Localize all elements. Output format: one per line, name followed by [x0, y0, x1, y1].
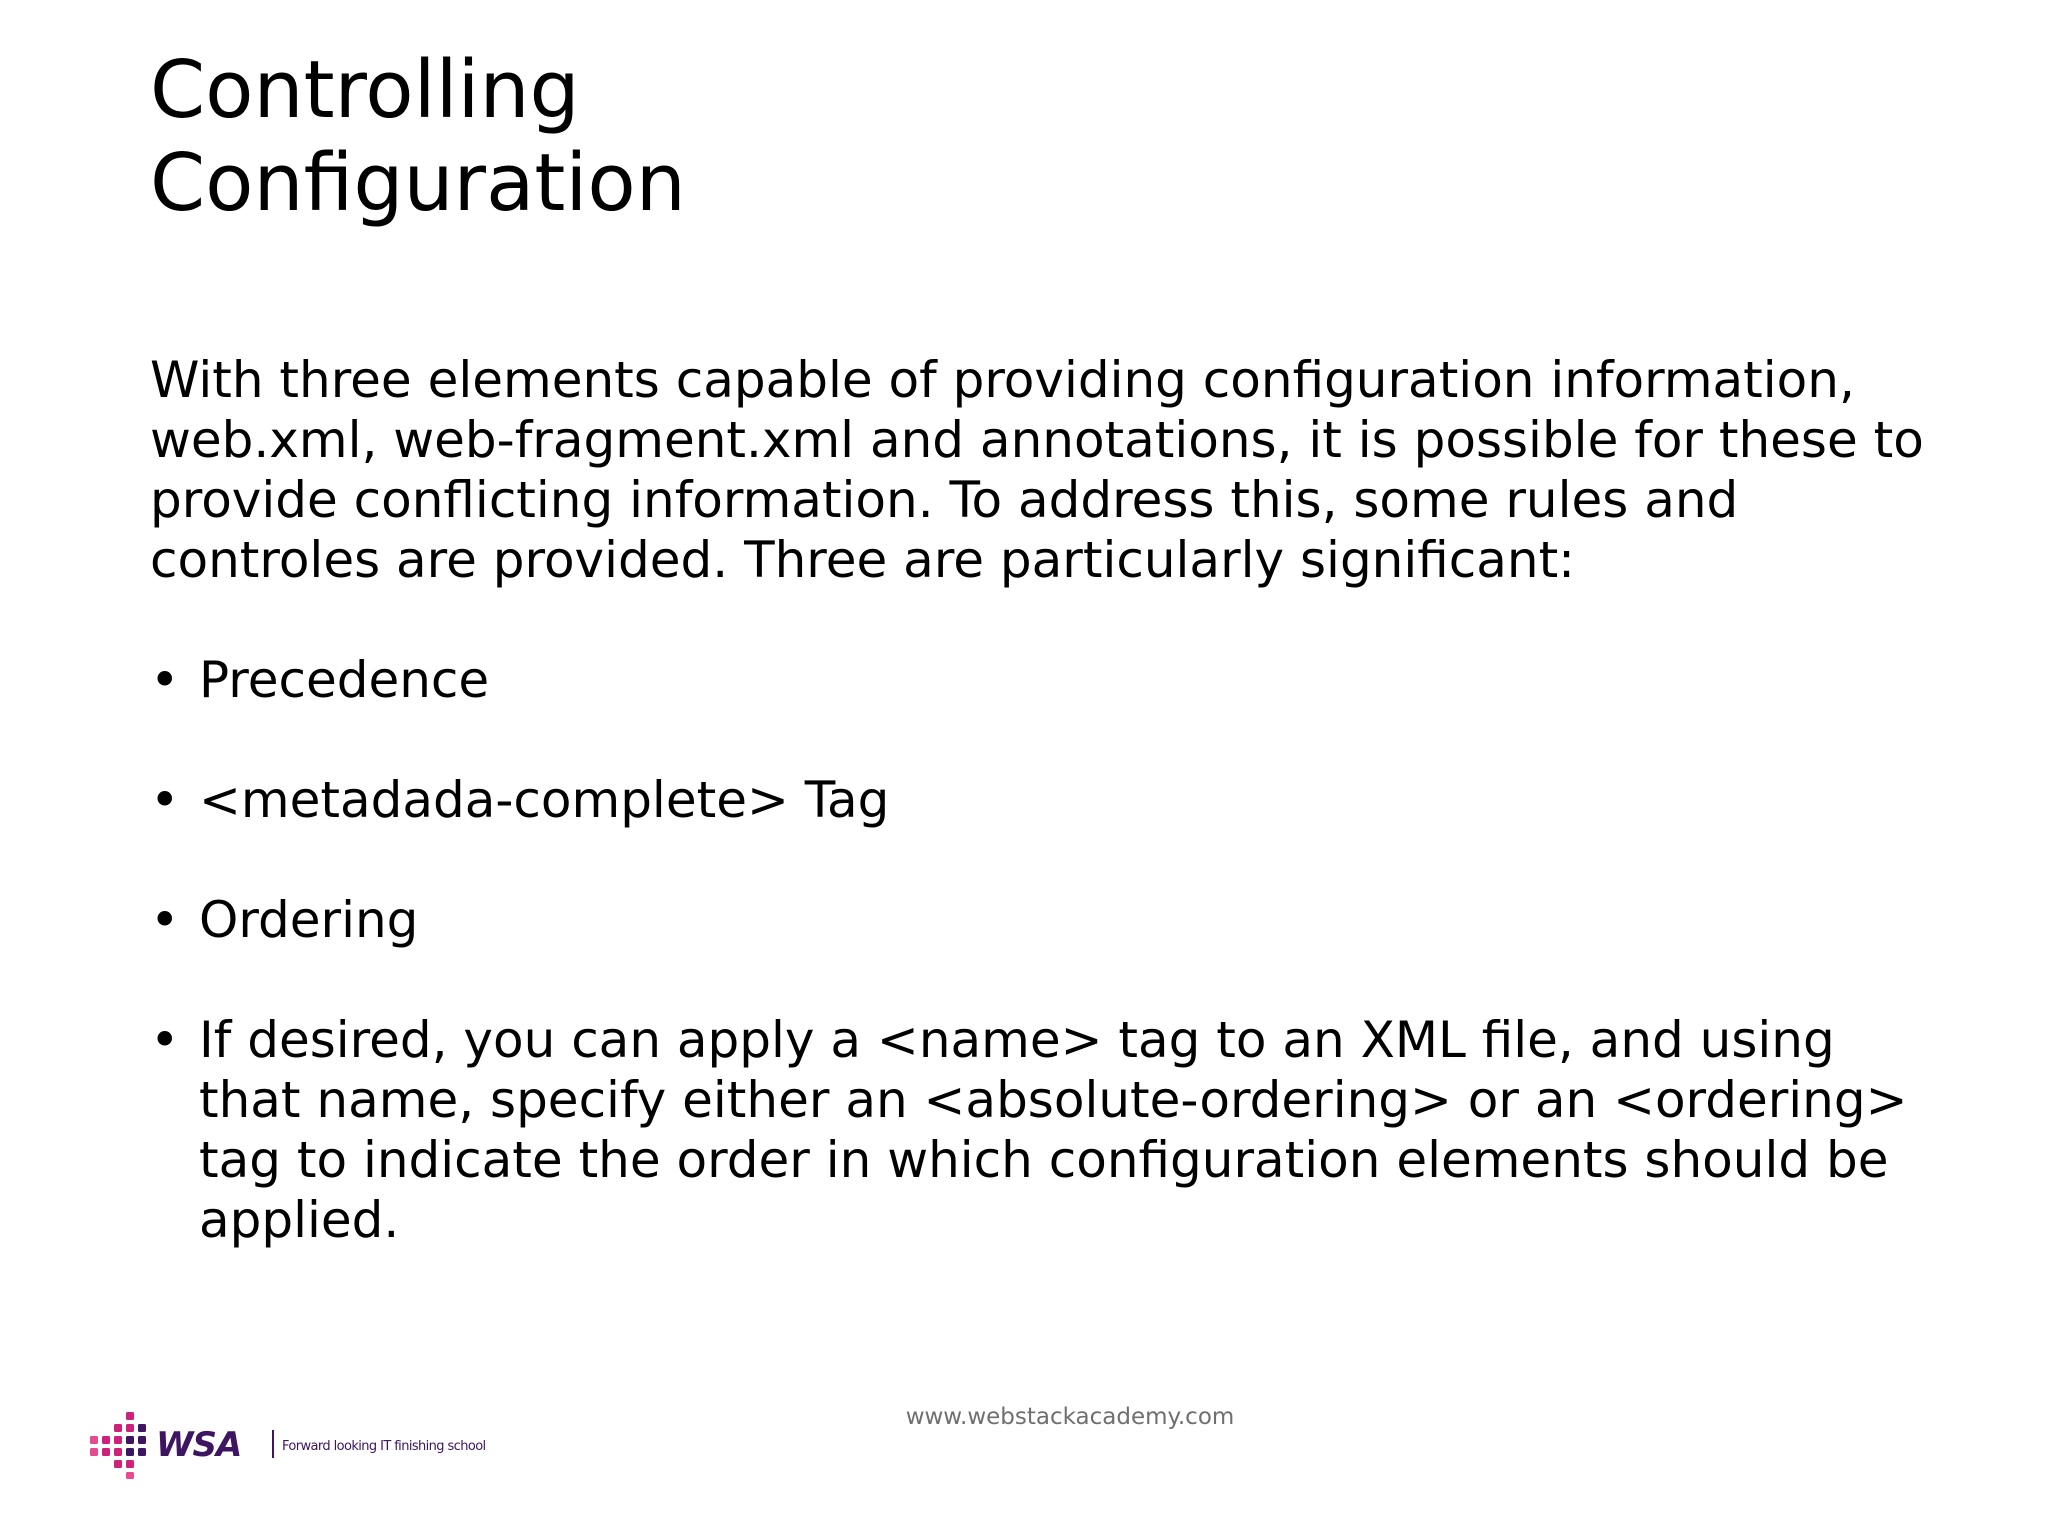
logo-dot-matrix-icon: [90, 1412, 146, 1479]
list-item-text: If desired, you can apply a <name> tag to an XML file, and using that name, specify either an <absolute-ordering> or an <ordering> tag to indicate the order in which configuration elements should be applied.: [199, 1011, 1908, 1249]
slide-title-line-1: Controlling: [150, 44, 580, 136]
slide-title-line-2: Configuration: [150, 137, 686, 229]
logo-tagline: Forward looking IT finishing school: [282, 1439, 486, 1454]
list-item-text: <metadada-complete> Tag: [199, 771, 890, 829]
logo-wordmark: WSA: [156, 1425, 242, 1465]
list-item: [150, 770, 1930, 830]
list-item: [150, 890, 1930, 950]
list-item-text: Precedence: [199, 651, 490, 709]
bullet-icon: •: [150, 891, 180, 949]
logo-divider: [272, 1430, 274, 1458]
bullet-icon: •: [150, 651, 180, 709]
list-item-text: Ordering: [199, 891, 419, 949]
list-item: [150, 1010, 1930, 1250]
list-item: [150, 650, 1930, 710]
slide-body: [150, 350, 1930, 1310]
footer-url: www.webstackacademy.com: [905, 1404, 1235, 1430]
wsa-logo: [88, 1410, 528, 1480]
intro-paragraph: With three elements capable of providing configuration information, web.xml, web-fragment.xml and annotations, it is possible for these to provide conflicting information. To address this, some rules and controles are provided. Three are particularly significant:: [150, 351, 1924, 589]
bullet-list: [150, 650, 1930, 1250]
bullet-icon: •: [150, 1011, 180, 1069]
slide-title: [150, 44, 1350, 230]
bullet-icon: •: [150, 771, 180, 829]
